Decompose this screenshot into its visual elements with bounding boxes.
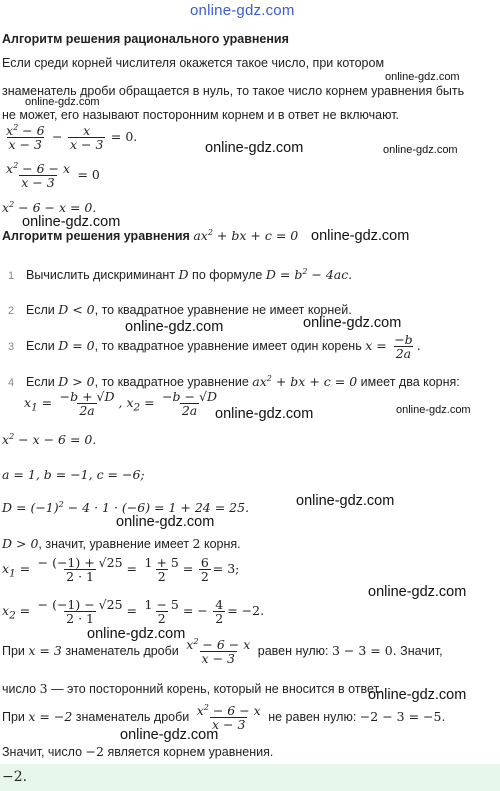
watermark: online-gdz.com	[385, 71, 460, 83]
watermark: online-gdz.com	[25, 96, 100, 108]
step-2: 2 Если D < 0, то квадратное уравнение не имеет корней.	[8, 302, 352, 317]
step-3: 3 Если D = 0, то квадратное уравнение имеет один корень x = $\frac{-b}{2a}$ .	[8, 332, 421, 362]
site-header: online-gdz.com	[190, 2, 295, 19]
watermark: online-gdz.com	[87, 626, 186, 642]
example-equation-1: $\frac{x^2 - 6}{x - 3}$ − $\frac{x}{x - 3}$ = 0.	[6, 123, 138, 153]
watermark: online-gdz.com	[116, 514, 215, 530]
check-x3-line2: число 3 — это посторонний корень, который не вносится в ответ.	[2, 681, 382, 696]
watermark: online-gdz.com	[396, 404, 471, 416]
coefficients: a = 1, b = −1, c = −6;	[2, 467, 145, 482]
rational-paragraph-line3: не может, его называют посторонним корнем и в ответ не включают.	[2, 108, 400, 122]
example-equation-2: $\frac{x^2 - 6 - x}{x - 3}$ = 0	[6, 161, 100, 191]
answer-box	[0, 764, 500, 791]
rational-paragraph-line2: знаменатель дроби обращается в нуль, то такое число корнем уравнения быть	[2, 84, 465, 98]
check-x3-line1: При x = 3 знаменатель дроби $\frac{x^2 - 6 - x}{x - 3}$ равен нулю: 3 − 3 = 0. Значит,	[2, 637, 443, 667]
watermark: online-gdz.com	[205, 140, 304, 156]
root-x1: $x_1$ = $\frac{- (-1) + √25}{2 \cdot 1}$ = $\frac{1 + 5}{2}$ = $\frac{6}{2}$ = 3;	[2, 555, 240, 585]
watermark: online-gdz.com	[296, 493, 395, 509]
rational-paragraph-line1: Если среди корней числителя окажется такое число, при котором	[2, 56, 385, 70]
watermark: online-gdz.com	[22, 214, 121, 230]
watermark: online-gdz.com	[368, 687, 467, 703]
discriminant-calc: $D = (-1)^2 - 4 \cdot 1 \cdot (-6) = 1 + 24 = 25$.	[2, 500, 250, 516]
root-x2: $x_2$ = $\frac{- (-1) - √25}{2 \cdot 1}$ = $\frac{1 - 5}{2}$ = − $\frac{4}{2}$ = −2.	[2, 597, 265, 627]
example-equation-3: $x^2 - 6 - x = 0$.	[2, 200, 97, 216]
watermark: online-gdz.com	[368, 584, 467, 600]
quadratic-title: Алгоритм решения уравнения $ax^2$ + bx + c = 0	[2, 228, 299, 244]
solution-equation: $x^2 - x - 6 = 0$.	[2, 432, 97, 448]
watermark: online-gdz.com	[303, 315, 402, 331]
conclusion: Значит, число −2 является корнем уравнения.	[2, 744, 274, 759]
watermark: online-gdz.com	[120, 727, 219, 743]
check-x-2: При x = −2 знаменатель дроби $\frac{x^2 - 6 - x}{x - 3}$ не равен нулю: −2 − 3 = −5.	[2, 703, 446, 733]
two-roots-statement: D > 0, значит, уравнение имеет 2 корня.	[2, 536, 241, 551]
step-1: 1 Вычислить дискриминант D по формуле $D = b^2 - 4ac$.	[8, 267, 353, 283]
watermark: online-gdz.com	[125, 319, 224, 335]
rational-title: Алгоритм решения рационального уравнения	[2, 32, 289, 46]
roots-formula: $x_1$ = $\frac{-b + √D}{2a}$ , $x_2$ = $\frac{-b - √D}{2a}$	[24, 389, 217, 419]
watermark: online-gdz.com	[383, 144, 458, 156]
step-4: 4 Если D > 0, то квадратное уравнение $ax^2$ + bx + c = 0 имеет два корня:	[8, 374, 460, 390]
watermark: online-gdz.com	[311, 228, 410, 244]
answer-value: −2.	[2, 769, 28, 785]
watermark: online-gdz.com	[215, 406, 314, 422]
